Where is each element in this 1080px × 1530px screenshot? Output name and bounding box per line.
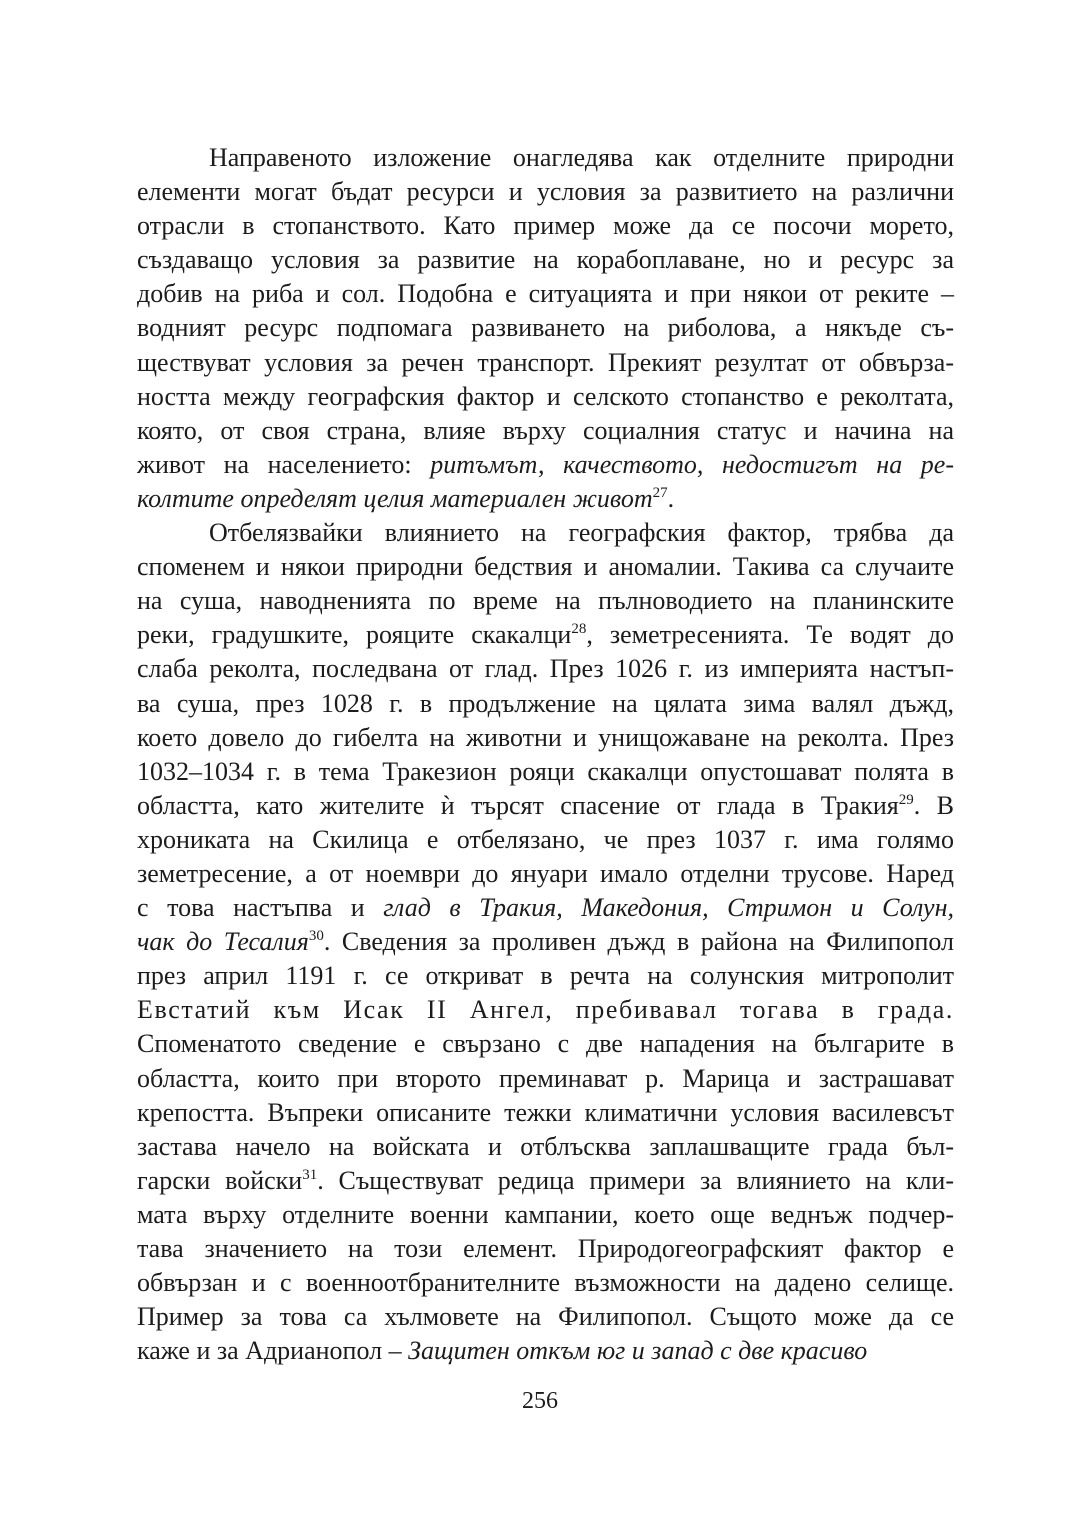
text-line <box>137 482 954 516</box>
text-line <box>137 823 954 857</box>
text-run: Споменатото сведение е свързано с две нападения на българите в <box>137 1029 954 1059</box>
text-run: . В <box>913 790 954 820</box>
text-line <box>137 959 954 993</box>
footnote-marker: 27 <box>652 484 668 501</box>
text-line <box>137 550 954 584</box>
text-run: водният ресурс подпомага развиването на риболова, а някъде съ- <box>137 313 954 343</box>
paragraph-1 <box>137 141 954 516</box>
text-run: областта, които при второто преминават р. Марица и застрашават <box>137 1063 954 1093</box>
paragraph-2 <box>137 516 954 1368</box>
footnote-marker: 28 <box>571 621 587 638</box>
text-run: слаба реколта, последвана от глад. През 1026 г. из империята настъп- <box>137 654 954 684</box>
text-run: добив на риба и сол. Подобна е ситуацията и при някои от реките – <box>137 279 954 309</box>
text-run: тава значението на този елемент. Природогеографският фактор е <box>137 1234 954 1263</box>
text-run: . Съществуват редица примери за влиянието на кли- <box>317 1165 954 1195</box>
text-run: . <box>667 483 675 513</box>
text-run: с това настъпва и <box>137 893 384 923</box>
text-run: мата върху отделните военни кампании, което още веднъж подчер- <box>137 1199 954 1229</box>
text-run: . Сведения за проливен дъжд в района на Филипопол <box>323 927 954 957</box>
text-line <box>137 1027 954 1061</box>
text-run: 1032–1034 г. в тема Тракезион рояци скакалци опустошават полята в <box>137 756 954 786</box>
text-run: която, от своя страна, влияе върху социалния статус и начина на <box>137 415 954 445</box>
text-line <box>137 1130 954 1164</box>
page-number: 256 <box>522 1388 558 1414</box>
text-run: ва суша, през 1028 г. в продължение на цялата зима валял дъжд, <box>137 688 954 718</box>
text-run: споменем и някои природни бедствия и аномалии. Такива са случаите <box>137 552 954 582</box>
text-run: реки, градушките, рояците скакалци <box>137 620 572 650</box>
text-line <box>137 755 954 789</box>
text-line <box>137 311 954 345</box>
text-line <box>137 380 954 414</box>
text-run: , земетресенията. Те водят до <box>586 620 955 650</box>
footnote-marker: 30 <box>308 928 324 945</box>
text-line <box>137 721 954 755</box>
text-line <box>137 209 954 243</box>
text-run: Направеното изложение онагледява как отделните природни <box>209 143 954 172</box>
text-line <box>137 346 954 380</box>
text-line <box>137 652 954 686</box>
text-line <box>137 448 954 482</box>
text-run: живот на населението: <box>137 449 431 479</box>
italic-quote-text: колтите определят целия материален живот <box>137 483 653 513</box>
text-run: хрониката на Скилица е отбелязано, че през 1037 г. има голямо <box>137 824 954 854</box>
italic-quote-text: чак до Тесалия <box>137 927 309 957</box>
text-line <box>137 1232 954 1266</box>
text-run: областта, като жителите ѝ търсят спасение от глада в Тракия <box>137 790 899 820</box>
text-line <box>137 1334 954 1368</box>
text-line <box>137 1266 954 1300</box>
text-line <box>137 1062 954 1096</box>
text-line <box>137 175 954 209</box>
text-run: отрасли в стопанството. Като пример може да се посочи морето, <box>137 211 954 241</box>
text-run: елементи могат бъдат ресурси и условия за развитието на различни <box>137 177 954 207</box>
text-line <box>137 1164 954 1198</box>
text-line <box>137 584 954 618</box>
text-line <box>137 857 954 891</box>
text-run: земетресение, а от ноември до януари имало отделни трусове. Наред <box>137 858 954 888</box>
italic-quote-text: ритъмът, качеството, недостигът на ре- <box>430 449 954 479</box>
text-line <box>137 277 954 311</box>
body-text <box>137 141 954 1368</box>
text-line <box>137 414 954 448</box>
text-run: създаващо условия за развитие на корабоплаване, но и ресурс за <box>137 245 954 275</box>
text-line <box>137 687 954 721</box>
text-line <box>137 1198 954 1232</box>
text-run: ществуват условия за речен транспорт. Прекият резултат от обвърза- <box>137 347 954 377</box>
text-run: ността между географския фактор и селското стопанство е реколтата, <box>137 381 954 411</box>
text-line <box>137 789 954 823</box>
text-line <box>137 618 954 652</box>
text-line <box>137 1096 954 1130</box>
text-line <box>137 141 954 175</box>
footnote-marker: 29 <box>898 791 914 808</box>
text-line <box>137 891 954 925</box>
italic-quote-text: глад в Тракия, Македония, Стримон и Солун, <box>383 893 954 923</box>
text-run: обвързан и с военноотбранителните възможности на дадено селище. <box>137 1268 954 1298</box>
text-run: през април 1191 г. се откриват в речта на солунския митрополит <box>137 961 954 991</box>
text-run: Евстатий към Исак II Ангел, пребивавал тогава в града. <box>137 995 954 1025</box>
text-run: Пример за това са хълмовете на Филипопол. Същото може да се <box>137 1302 954 1332</box>
text-run: гарски войски <box>137 1165 303 1195</box>
text-line <box>137 993 954 1027</box>
text-line <box>137 925 954 959</box>
text-line <box>137 516 954 550</box>
italic-quote-text: Защитен откъм юг и запад с две красиво <box>408 1336 868 1366</box>
text-run: каже и за Адрианопол – <box>137 1336 409 1366</box>
text-line <box>137 243 954 277</box>
text-run: застава начело на войската и отблъсква заплашващите града бъл- <box>137 1131 954 1161</box>
footnote-marker: 31 <box>302 1166 318 1183</box>
text-run: крепостта. Въпреки описаните тежки климатични условия василевсът <box>137 1097 954 1127</box>
text-run: което довело до гибелта на животни и унищожаване на реколта. През <box>137 722 954 752</box>
text-line <box>137 1300 954 1334</box>
text-run: на суша, наводненията по време на пълноводието на планинските <box>137 586 954 616</box>
text-run: Отбелязвайки влиянието на географския фактор, трябва да <box>209 518 954 548</box>
